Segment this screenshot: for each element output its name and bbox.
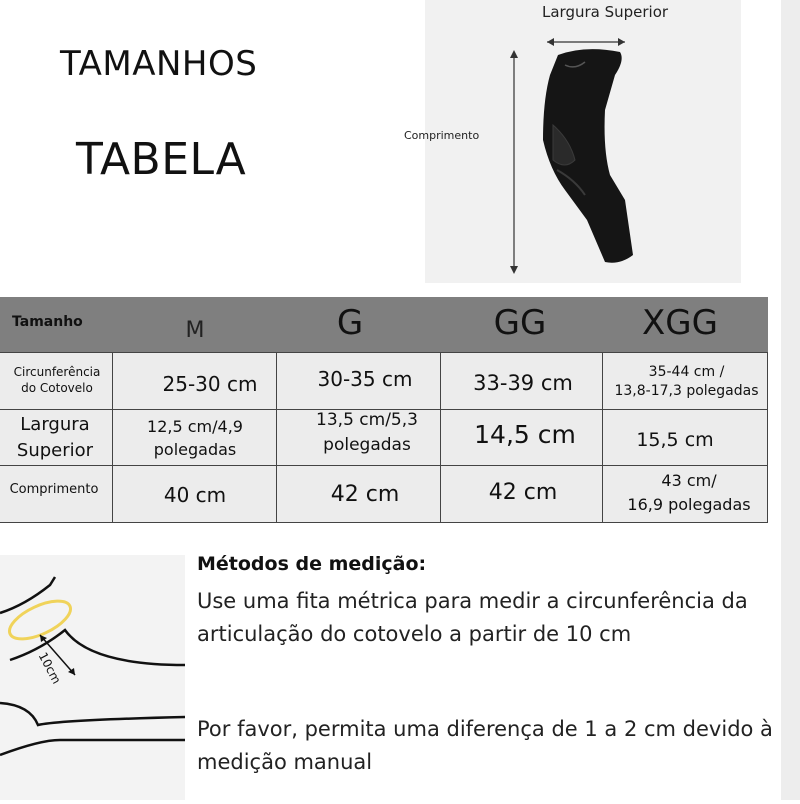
header-size-gg: GG	[493, 302, 547, 343]
right-edge-strip	[781, 0, 800, 800]
cell-xgg-upper-width: 15,5 cm	[636, 428, 714, 451]
methods-title: Métodos de medição:	[197, 553, 427, 575]
cell-m-circumference: 25-30 cm	[162, 372, 258, 396]
header-size-m: M	[185, 317, 205, 343]
header-tamanho: Tamanho	[12, 313, 83, 330]
upper-width-label: Largura Superior	[542, 3, 669, 21]
header-size-xgg: XGG	[642, 302, 718, 343]
title-line-2: TABELA	[76, 134, 247, 185]
methods-note: Por favor, permita uma diferença de 1 a 2 cm devido à medição manual	[197, 717, 773, 774]
cell-gg-upper-width: 14,5 cm	[474, 419, 576, 449]
row-label-circumference: Circunferência do Cotovelo	[13, 364, 101, 395]
cell-gg-length: 42 cm	[488, 479, 558, 505]
header-size-g: G	[336, 302, 364, 343]
cell-xgg-length: 43 cm/ 16,9 polegadas	[627, 471, 751, 514]
length-label: Comprimento	[404, 129, 480, 142]
cell-g-length: 42 cm	[330, 481, 400, 507]
title-line-1: TAMANHOS	[60, 44, 258, 84]
cell-xgg-circumference: 35-44 cm / 13,8-17,3 polegadas	[614, 364, 759, 399]
cell-m-upper-width: 12,5 cm/4,9 polegadas	[147, 416, 243, 459]
size-table	[0, 297, 768, 523]
ten-cm-label: 10cm	[35, 650, 64, 687]
cell-g-upper-width: 13,5 cm/5,3 polegadas	[316, 410, 418, 455]
cell-gg-circumference: 33-39 cm	[473, 371, 573, 396]
methods-text: Use uma fita métrica para medir a circunferência da articulação do cotovelo a partir de 10 cm	[197, 589, 748, 646]
cell-m-length: 40 cm	[163, 483, 227, 507]
row-label-length: Comprimento	[9, 481, 99, 497]
elbow-measure-diagram	[0, 555, 185, 800]
cell-g-circumference: 30-35 cm	[317, 367, 413, 391]
row-label-upper-width: Largura Superior	[16, 413, 94, 461]
